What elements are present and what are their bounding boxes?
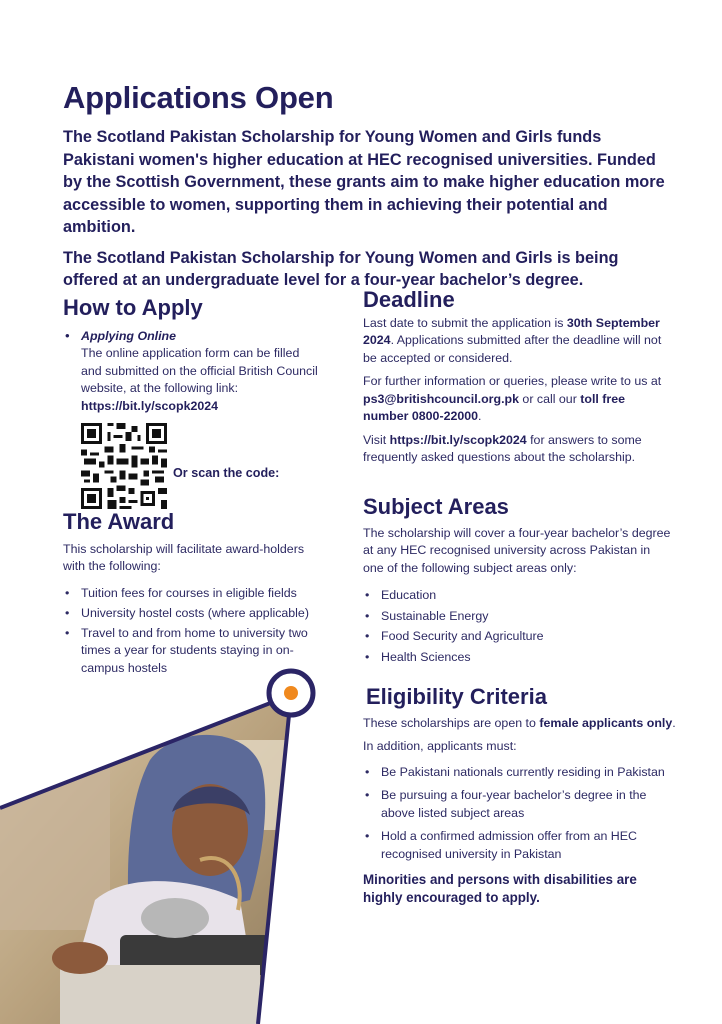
list-item: • Be pursuing a four-year bachelor’s degree in the above listed subject areas <box>363 787 678 822</box>
intro-paragraph-1: The Scotland Pakistan Scholarship for Young Women and Girls funds Pakistani women's higher education at HEC recognised universities. Funded by the Scottish Government, these grants aim to make higher education more accessible to women, supporting them in achieving their potential and ambition. <box>63 128 665 236</box>
award-intro: This scholarship will facilitate award-holders with the following: <box>63 541 305 573</box>
eligibility-period: . <box>672 715 676 730</box>
subject-list <box>363 587 673 666</box>
subject-areas-section <box>363 494 673 669</box>
deadline-heading: Deadline <box>363 287 455 312</box>
eligibility-section <box>363 684 678 913</box>
contact-email-link[interactable]: ps3@britishcouncil.org.pk <box>363 391 519 406</box>
list-item: • Health Sciences <box>363 649 673 667</box>
applying-online-title: • Applying Online <box>63 329 323 343</box>
list-item: • Sustainable Energy <box>363 608 673 626</box>
deadline-paragraph <box>363 315 673 368</box>
contact-text-2: or call our <box>518 391 581 406</box>
eligibility-list <box>363 764 678 864</box>
qr-label: Or scan the code: <box>173 466 280 480</box>
award-list <box>63 585 325 678</box>
applying-online-description: The online application form can be filled and submitted on the official British Council website, at the following link: <box>81 346 318 395</box>
intro-paragraph-2: The Scotland Pakistan Scholarship for Young Women and Girls is being offered at an undergraduate level for a four-year bachelor’s degree. <box>63 248 619 289</box>
student-photo <box>0 690 300 1024</box>
deadline-note: . Applications submitted after the deadline will not be accepted or considered. <box>363 333 662 365</box>
list-item: • Food Security and Agriculture <box>363 628 673 646</box>
faq-link[interactable]: https://bit.ly/scopk2024 <box>389 432 527 447</box>
list-item: • Hold a confirmed admission offer from an HEC recognised university in Pakistan <box>363 828 678 863</box>
faq-text-2: for answers to some frequently asked questions about the scholarship. <box>363 432 642 464</box>
deadline-date: 30th September 2024 <box>363 315 660 347</box>
eligibility-text: These scholarships are open to <box>363 715 540 730</box>
eligibility-addition: In addition, applicants must: <box>363 739 517 753</box>
list-item: • Travel to and from home to university two times a year for students staying in on-campus hostels <box>63 625 325 678</box>
contact-period: . <box>478 409 482 423</box>
qr-code-icon[interactable] <box>81 423 167 509</box>
contact-text: For further information or queries, please write to us at <box>363 374 662 388</box>
subject-areas-intro: The scholarship will cover a four-year bachelor’s degree at any HEC recognised university across Pakistan in one of the following subject areas only: <box>363 525 671 575</box>
eligibility-paragraph <box>363 715 678 733</box>
intro <box>63 126 673 300</box>
list-item: • Be Pakistani nationals currently residing in Pakistan <box>363 764 678 782</box>
applying-online-text <box>63 345 323 415</box>
eligibility-heading: Eligibility Criteria <box>366 684 547 709</box>
application-link[interactable]: https://bit.ly/scopk2024 <box>81 398 219 413</box>
logo-dot-icon <box>284 686 298 700</box>
how-to-apply-section <box>63 295 323 509</box>
faq-paragraph <box>363 432 673 467</box>
list-item: • University hostel costs (where applicable) <box>63 605 325 623</box>
how-to-apply-heading: How to Apply <box>63 295 203 320</box>
award-section <box>63 509 325 680</box>
page-title: Applications Open <box>63 80 334 115</box>
faq-text: Visit <box>363 432 390 447</box>
contact-paragraph <box>363 373 673 426</box>
deadline-text: Last date to submit the application is <box>363 315 567 330</box>
toll-free-number: toll free number 0800-22000 <box>363 391 626 423</box>
award-heading: The Award <box>63 509 175 534</box>
list-item: • Tuition fees for courses in eligible fields <box>63 585 325 603</box>
eligibility-female-only: female applicants only <box>539 715 673 730</box>
qr-row <box>63 423 323 509</box>
deadline-section <box>363 287 673 473</box>
closing-statement: Minorities and persons with disabilities are highly encouraged to apply. <box>363 872 637 905</box>
subject-areas-heading: Subject Areas <box>363 494 509 519</box>
list-item: • Education <box>363 587 673 605</box>
